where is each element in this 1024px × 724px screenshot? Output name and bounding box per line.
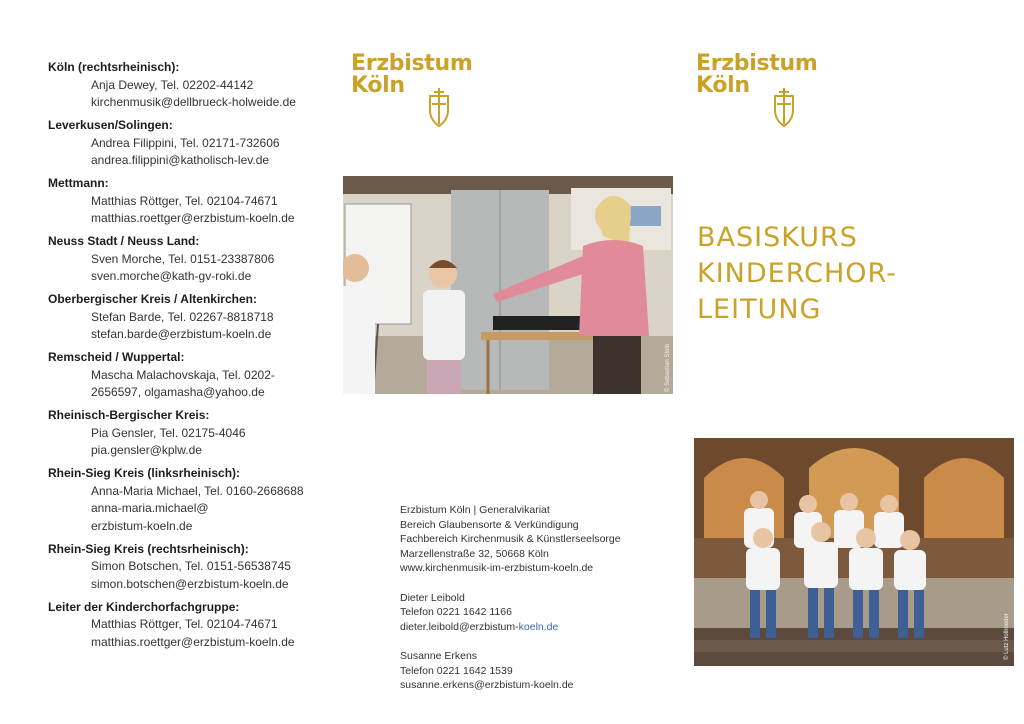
contact-region: [48, 465, 328, 535]
title-line-1: BASISKURS: [697, 222, 858, 253]
contact-name-phone: Simon Botschen, Tel. 0151-56538745: [91, 559, 291, 573]
course-title: [697, 220, 997, 328]
contact-email[interactable]: simon.botschen@erzbistum-koeln.de: [91, 576, 289, 591]
region-heading: Leiter der Kinderchorfachgruppe:: [48, 599, 240, 614]
title-line-3: LEITUNG: [697, 294, 822, 325]
contact-name-phone: Stefan Barde, Tel. 02267-8818718: [91, 309, 274, 324]
contact-name-phone: Andrea Filippini, Tel. 02171-732606: [91, 135, 280, 150]
contact-name-phone: Matthias Röttger, Tel. 02104-74671: [91, 193, 278, 208]
region-heading: Rheinisch-Bergischer Kreis:: [48, 408, 210, 422]
region-heading: Rhein-Sieg Kreis (rechtsrheinisch):: [48, 541, 249, 556]
contact-2-phone: Telefon 0221 1642 1539: [400, 664, 513, 677]
photo-credit-top: © Sebastian Steib: [665, 343, 671, 392]
title-line-2: KINDERCHOR-: [697, 258, 897, 289]
contact-email[interactable]: 2656597, olgamasha@yahoo.de: [91, 385, 265, 399]
cross-shield-icon: [426, 86, 452, 128]
address-website[interactable]: www.kirchenmusik-im-erzbistum-koeln.de: [400, 562, 594, 575]
contact-1-name: Dieter Leibold: [400, 591, 465, 604]
contact-name-phone: Matthias Röttger, Tel. 02104-74671: [91, 617, 278, 631]
region-heading: Rhein-Sieg Kreis (linksrheinisch):: [48, 466, 241, 480]
address-org: Erzbistum Köln | Generalvikariat: [400, 504, 550, 516]
contact-2-email[interactable]: susanne.erkens@erzbistum-koeln.de: [400, 679, 574, 692]
logo-word-line2: Köln: [351, 73, 405, 98]
contact-region: [48, 233, 328, 286]
logo-word-line2: Köln: [696, 73, 750, 98]
contact-name-phone: Anja Dewey, Tel. 02202-44142: [91, 77, 254, 92]
contact-region: [48, 117, 328, 170]
contact-email[interactable]: matthias.roettger@erzbistum-koeln.de: [91, 634, 295, 649]
address-block: [400, 503, 680, 693]
logo-word-line1: Erzbistum: [351, 51, 473, 76]
region-heading: Mettmann:: [48, 176, 109, 190]
contact-2-name: Susanne Erkens: [400, 649, 478, 662]
contact-1-phone: Telefon 0221 1642 1166: [400, 606, 512, 619]
address-dept-1: Bereich Glaubensorte & Verkündigung: [400, 518, 579, 531]
contact-email[interactable]: erzbistum-koeln.de: [91, 518, 193, 533]
contact-list: [48, 59, 328, 657]
cross-shield-icon: [771, 86, 797, 128]
photo-rehearsal-illustration: [343, 176, 673, 394]
photo-choir-illustration: [694, 438, 1014, 666]
photo-credit-bottom: © Lutz Hollroeder: [1004, 613, 1010, 660]
photo-rehearsal: [343, 176, 673, 394]
region-heading: Köln (rechtsrheinisch):: [48, 60, 180, 74]
region-heading: Neuss Stadt / Neuss Land:: [48, 234, 200, 248]
logo-erzbistum-koeln-left: [351, 53, 501, 133]
logo-word-line1: Erzbistum: [696, 51, 818, 76]
contact-email[interactable]: anna-maria.michael@: [91, 501, 209, 515]
address-dept-2: Fachbereich Kirchenmusik & Künstlerseelsorge: [400, 533, 621, 546]
contact-name-phone: Anna-Maria Michael, Tel. 0160-2668688: [91, 483, 304, 498]
contact-region: [48, 175, 328, 228]
contact-email[interactable]: kirchenmusik@dellbrueck-holweide.de: [91, 95, 296, 109]
contact-1-email-domain: koeln.de: [518, 620, 559, 633]
contact-email[interactable]: stefan.barde@erzbistum-koeln.de: [91, 327, 272, 341]
contact-region: [48, 407, 328, 460]
contact-region: [48, 541, 328, 594]
contact-1-email-user: dieter.leibold@erzbistum-: [400, 620, 519, 633]
contact-email[interactable]: andrea.filippini@katholisch-lev.de: [91, 153, 270, 167]
contact-region: [48, 349, 328, 402]
contact-region: [48, 59, 328, 112]
contact-name-phone: Sven Morche, Tel. 0151-23387806: [91, 251, 275, 266]
region-heading: Leverkusen/Solingen:: [48, 118, 173, 132]
logo-erzbistum-koeln-right: [696, 53, 846, 133]
photo-children-choir: [694, 438, 1014, 666]
region-heading: Remscheid / Wuppertal:: [48, 350, 185, 364]
contact-email[interactable]: matthias.roettger@erzbistum-koeln.de: [91, 211, 295, 225]
contact-email[interactable]: sven.morche@kath-gv-roki.de: [91, 269, 252, 283]
contact-name-phone: Mascha Malachovskaja, Tel. 0202-: [91, 367, 275, 382]
contact-1-email[interactable]: [400, 620, 680, 635]
region-heading: Oberbergischer Kreis / Altenkirchen:: [48, 292, 257, 306]
contact-region: [48, 599, 328, 652]
address-street: Marzellenstraße 32, 50668 Köln: [400, 547, 549, 560]
contact-email[interactable]: pia.gensler@kplw.de: [91, 443, 202, 457]
contact-region: [48, 291, 328, 344]
contact-name-phone: Pia Gensler, Tel. 02175-4046: [91, 425, 246, 440]
